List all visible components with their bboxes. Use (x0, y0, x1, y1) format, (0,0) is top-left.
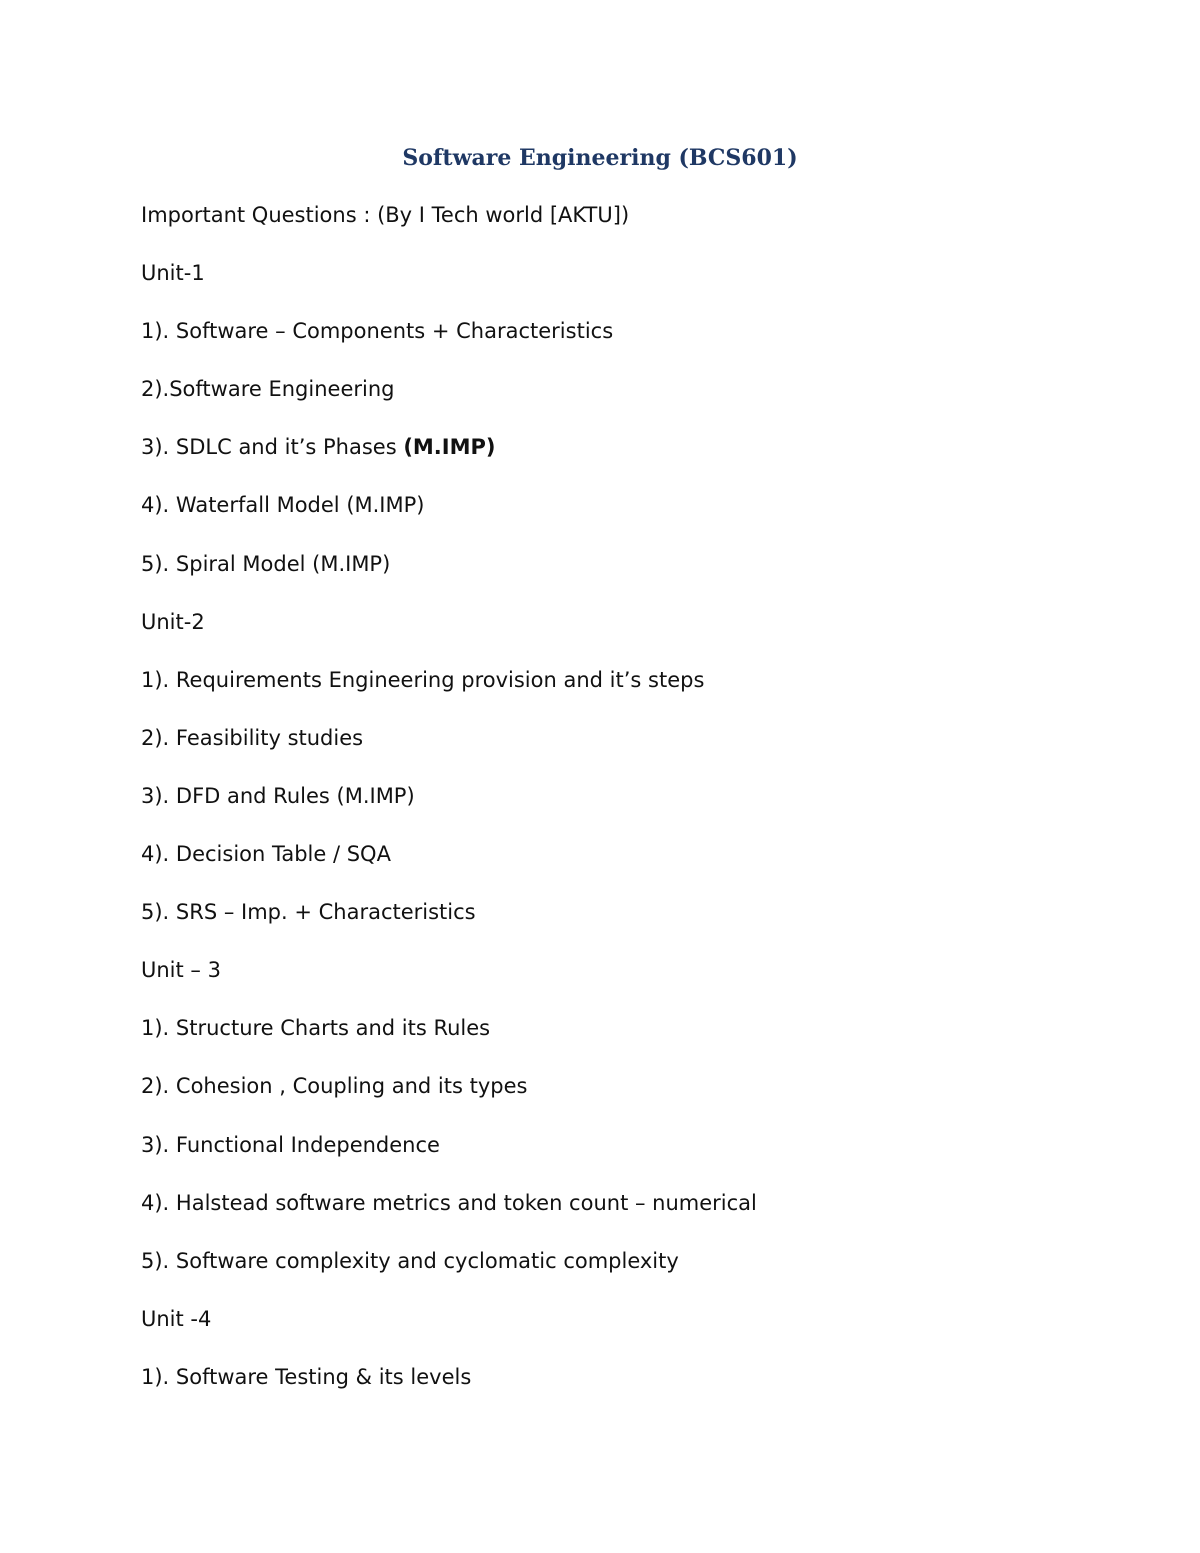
list-item: 3). DFD and Rules (M.IMP) (141, 783, 415, 808)
list-item: 2). Feasibility studies (141, 725, 364, 750)
item-text: 3). SDLC and it’s Phases (141, 435, 404, 460)
list-item: 1). Structure Charts and its Rules (141, 1016, 491, 1041)
list-item (141, 429, 1141, 487)
subtitle: Important Questions : (By I Tech world [AKTU]) (141, 203, 630, 227)
list-item: 4). Halstead software metrics and token count – numerical (141, 1190, 757, 1215)
list-item: 1). Requirements Engineering provision and it’s steps (141, 667, 705, 692)
list-item: 4). Waterfall Model (M.IMP) (141, 493, 425, 518)
page-title: Software Engineering (BCS601) (402, 145, 798, 171)
unit-heading: Unit -4 (141, 1306, 212, 1331)
unit-heading: Unit – 3 (141, 958, 221, 983)
list-item: 2).Software Engineering (141, 377, 395, 402)
list-item: 5). SRS – Imp. + Characteristics (141, 900, 476, 925)
question-list (141, 197, 1141, 1417)
list-item: 5). Software complexity and cyclomatic complexity (141, 1248, 679, 1273)
list-item: 1). Software – Components + Characteristics (141, 319, 614, 344)
unit-heading: Unit-1 (141, 261, 205, 286)
list-item: 4). Decision Table / SQA (141, 842, 391, 867)
list-item: 1). Software Testing & its levels (141, 1364, 472, 1389)
list-item: 3). Functional Independence (141, 1132, 440, 1157)
list-item: 2). Cohesion , Coupling and its types (141, 1074, 528, 1099)
importance-tag: (M.IMP) (403, 435, 496, 460)
unit-heading: Unit-2 (141, 609, 205, 634)
list-item: 5). Spiral Model (M.IMP) (141, 551, 391, 576)
